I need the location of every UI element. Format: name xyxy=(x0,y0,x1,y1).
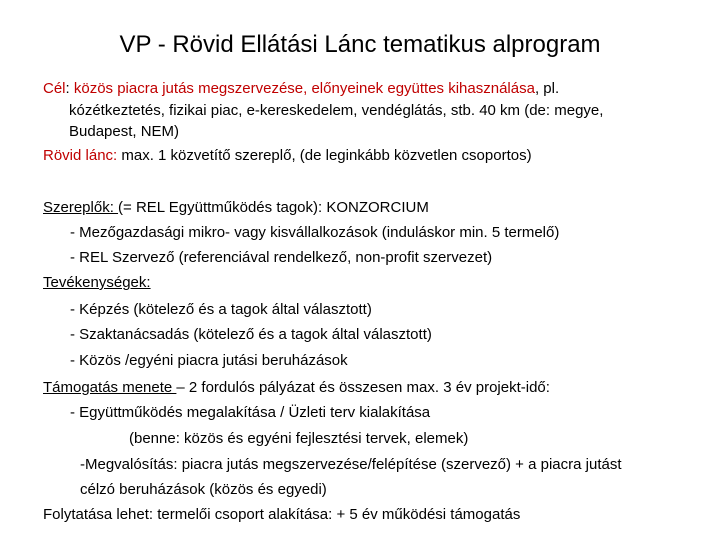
szereplok-item-2: - REL Szervező (referenciával rendelkező, non-profit szervezet) xyxy=(70,249,493,266)
cel-label: Cél xyxy=(43,80,66,97)
tamogatas-item-2-line-2: célzó beruházások (közös és egyedi) xyxy=(80,481,327,498)
page-title: VP - Rövid Ellátási Lánc tematikus alprogram xyxy=(119,31,601,58)
folytatasa-line: Folytatása lehet: termelői csoport alakítása: + 5 év működési támogatás xyxy=(43,506,521,523)
tamogatas-item-1: - Együttműködés megalakítása / Üzleti terv kialakítása xyxy=(70,404,431,421)
tevekenysegek-item-3: - Közös /egyéni piacra jutási beruházások xyxy=(70,352,348,369)
cel-line-3: Budapest, NEM) xyxy=(69,123,180,140)
szereplok-item-1: - Mezőgazdasági mikro- vagy kisvállalkozások (induláskor min. 5 termelő) xyxy=(70,224,560,241)
rovid-lanc-text: max. 1 közvetítő szereplő, (de leginkább közvetlen csoportos) xyxy=(117,147,532,164)
tamogatas-text: – 2 fordulós pályázat és összesen max. 3 év projekt-idő: xyxy=(176,379,550,396)
tevekenysegek-label: Tevékenységek: xyxy=(43,274,151,291)
tamogatas-item-2-line-1: -Megvalósítás: piacra jutás megszervezése/felépítése (szervező) + a piacra jutást xyxy=(80,456,622,473)
tevekenysegek-item-1: - Képzés (kötelező és a tagok által választott) xyxy=(70,301,372,318)
tevekenysegek-item-2: - Szaktanácsadás (kötelező és a tagok által választott) xyxy=(70,326,432,343)
szereplok-text: (= REL Együttműködés tagok): KONZORCIUM xyxy=(118,199,429,216)
tamogatas-label: Támogatás menete xyxy=(43,379,177,396)
cel-colon: : xyxy=(65,80,70,97)
cel-line-1 xyxy=(43,79,559,99)
tamogatas-item-1-sub: (benne: közös és egyéni fejlesztési tervek, elemek) xyxy=(129,430,469,447)
cel-text-rest: , pl. xyxy=(534,80,560,97)
szereplok-line xyxy=(43,198,429,218)
rovid-lanc-line xyxy=(43,146,532,166)
cel-text-red: közös piacra jutás megszervezése, előnyeinek együttes kihasználása xyxy=(69,80,535,97)
rovid-lanc-label: Rövid lánc: xyxy=(43,147,118,164)
tamogatas-line xyxy=(43,378,550,398)
cel-line-2: kózétkeztetés, fizikai piac, e-kereskedelem, vendéglátás, stb. 40 km (de: megye, xyxy=(69,102,604,119)
szereplok-label: Szereplők: xyxy=(43,199,119,216)
